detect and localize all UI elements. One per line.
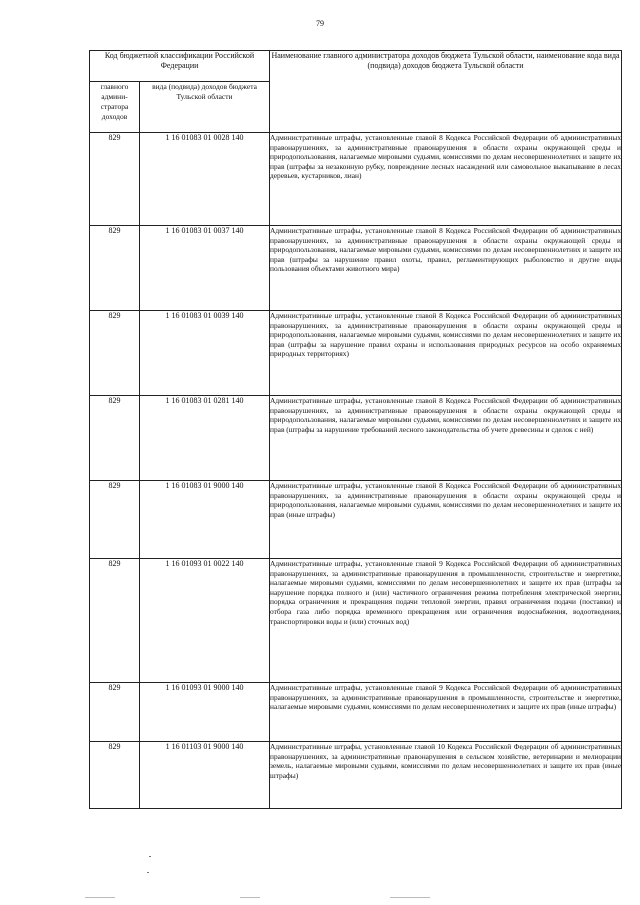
table-row [90, 311, 622, 396]
table-row [90, 481, 622, 559]
revenue-code-cell: 1 16 01093 01 0022 140 [140, 559, 270, 683]
code-column-header: вида (подвида) доходов бюджета Тульской области [140, 82, 270, 133]
kbk-header: Код бюджетной классификации Российской Федерации [90, 51, 270, 82]
table-header-row [90, 51, 622, 82]
admin-code-cell: 829 [90, 133, 140, 226]
scan-artifact [147, 872, 149, 873]
table-row [90, 396, 622, 481]
budget-classification-table [89, 50, 622, 809]
table-row [90, 742, 622, 809]
revenue-name-cell: Административные штрафы, установленные главой 10 Кодекса Российской Федерации об административных правонарушениях, за административные правонарушения в сельском хозяйстве, ветеринарии и мелиорации земель, налагаемые мировыми судьями, комиссиями по делам несовершеннолетних и защите их прав (иные штрафы) [270, 742, 622, 809]
table-row [90, 226, 622, 311]
revenue-name-cell: Административные штрафы, установленные главой 8 Кодекса Российской Федерации об административных правонарушениях, за административные правонарушения в области охраны окружающей среды и природопользования, налагаемые мировыми судьями, комиссиями по делам несовершеннолетних и защите их прав (штрафы за незаконную рубку, повреждение лесных насаждений или самовольное выкапывание в лесах деревьев, кустарников, лиан) [270, 133, 622, 226]
revenue-name-cell: Административные штрафы, установленные главой 8 Кодекса Российской Федерации об административных правонарушениях, за административные правонарушения в области охраны окружающей среды и природопользования, налагаемые мировыми судьями, комиссиями по делам несовершеннолетних и защите их прав (штрафы за нарушение правил охоты, правил, регламентирующих рыболовство и другие виды пользования объектами животного мира) [270, 226, 622, 311]
revenue-code-cell: 1 16 01093 01 9000 140 [140, 683, 270, 742]
admin-code-cell: 829 [90, 226, 140, 311]
revenue-name-cell: Административные штрафы, установленные главой 9 Кодекса Российской Федерации об административных правонарушениях, за административные правонарушения в промышленности, строительстве и энергетике, налагаемые мировыми судьями, комиссиями по делам несовершеннолетних и защите их прав (иные штрафы) [270, 683, 622, 742]
admin-column-header: главного админи-стратора доходов [90, 82, 140, 133]
admin-code-cell: 829 [90, 559, 140, 683]
revenue-code-cell: 1 16 01103 01 9000 140 [140, 742, 270, 809]
admin-code-cell: 829 [90, 396, 140, 481]
revenue-code-cell: 1 16 01083 01 9000 140 [140, 481, 270, 559]
revenue-name-cell: Административные штрафы, установленные главой 8 Кодекса Российской Федерации об административных правонарушениях, за административные правонарушения в области охраны окружающей среды и природопользования, налагаемые мировыми судьями, комиссиями по делам несовершеннолетних и защите их прав (штрафы за нарушение правил охраны и использования природных ресурсов на особо охраняемых природных территориях) [270, 311, 622, 396]
page-number: 79 [316, 19, 324, 28]
revenue-name-cell: Административные штрафы, установленные главой 8 Кодекса Российской Федерации об административных правонарушениях, за административные правонарушения в области охраны окружающей среды и природопользования, налагаемые мировыми судьями, комиссиями по делам несовершеннолетних и защите их прав (иные штрафы) [270, 481, 622, 559]
scan-artifact [240, 897, 260, 898]
name-header: Наименование главного администратора доходов бюджета Тульской области, наименование кода вида (подвида) доходов бюджета Тульской области [270, 51, 622, 133]
revenue-code-cell: 1 16 01083 01 0281 140 [140, 396, 270, 481]
scan-artifact [390, 897, 430, 898]
table-row [90, 683, 622, 742]
admin-code-cell: 829 [90, 742, 140, 809]
revenue-code-cell: 1 16 01083 01 0037 140 [140, 226, 270, 311]
scan-artifact [149, 856, 151, 857]
admin-code-cell: 829 [90, 481, 140, 559]
revenue-code-cell: 1 16 01083 01 0039 140 [140, 311, 270, 396]
revenue-code-cell: 1 16 01083 01 0028 140 [140, 133, 270, 226]
admin-code-cell: 829 [90, 683, 140, 742]
scan-artifact [85, 897, 115, 898]
table-row [90, 133, 622, 226]
admin-code-cell: 829 [90, 311, 140, 396]
revenue-name-cell: Административные штрафы, установленные главой 9 Кодекса Российской Федерации об административных правонарушениях, за административные правонарушения в промышленности, строительстве и энергетике, налагаемые мировыми судьями, комиссиями по делам несовершеннолетних и защите их прав (штрафы за нарушение порядка полного и (или) частичного ограничения режима потребления электрической энергии, порядка ограничения и прекращения подачи тепловой энергии, правил ограничения подачи (поставки) и отбора газа либо порядка временного прекращения или ограничения водоснабжения, водоотведения, транспортировки воды и (или) сточных вод) [270, 559, 622, 683]
table-row [90, 559, 622, 683]
revenue-name-cell: Административные штрафы, установленные главой 8 Кодекса Российской Федерации об административных правонарушениях, за административные правонарушения в области охраны окружающей среды и природопользования, налагаемые мировыми судьями, комиссиями по делам несовершеннолетних и защите их прав (штрафы за нарушение требований лесного законодательства об учете древесины и сделок с ней) [270, 396, 622, 481]
